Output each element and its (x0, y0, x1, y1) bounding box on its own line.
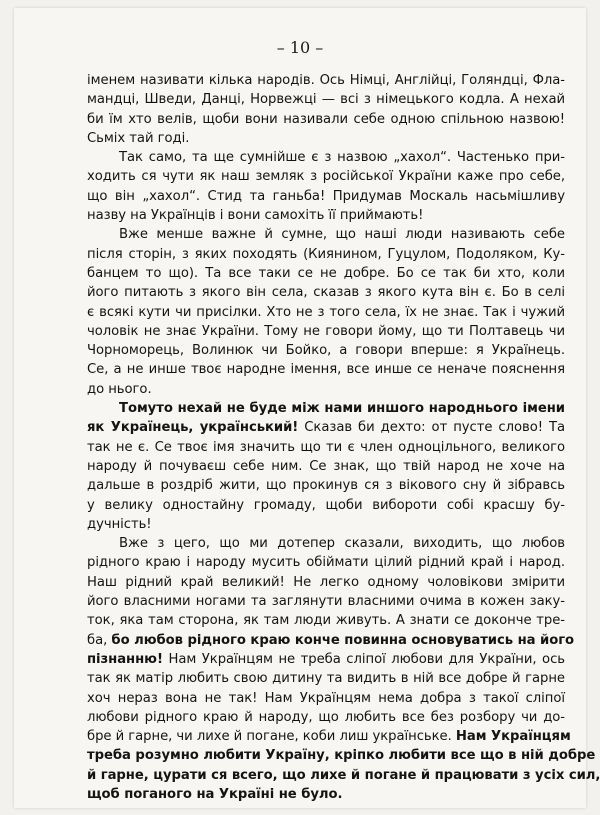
page-number: – 10 – (276, 38, 324, 57)
text-line-mixed: як Українець, український! Сказав би дехто: от пусте слово! Та (87, 420, 565, 436)
text-line: Вже менше важне й сумне, що наші люди називають себе (119, 227, 565, 243)
text-line: Вже з цего, що ми дотепер сказали, виходить, що любов (119, 536, 565, 552)
text-line: банцем то що). Та все таки се не добре. Бо се так би хто, коли (87, 265, 565, 281)
book-page (14, 8, 600, 808)
text-line-mixed: пізнанню! Нам Українцям не треба сліпої любови для України, ось (87, 651, 565, 667)
text-line: його питають з якого він села, сказав з якого кута він є. Бо в селі (87, 285, 565, 301)
text-line: що він „хахол“. Стид та ганьба! Придумав Москаль насьмішливу (87, 188, 565, 204)
text-line: є всякі кути чи присілки. Хто не з того села, їх не знає. Так і чужий (87, 304, 565, 320)
text-line: іменем називати кілька народів. Ось Німці, Англійці, Голяндці, Фла- (87, 73, 565, 88)
text-line: мандці, Шведи, Данці, Норвежці — всі з німецького кодла. А нехай (87, 92, 565, 108)
text-line: назву на Українців і вони самохіть її приймають! (87, 208, 424, 224)
text-line: народу й почуваєш себе ним. Се знак, що твій народ не хоче на (87, 458, 565, 474)
text-line-mixed: бре й гарне, чи лихе й погане, коби лиш українське. Нам Українцям (87, 729, 571, 745)
text-line: його власними ногами та заглянути власними очима в кожен заку- (87, 594, 565, 610)
text-line: так не є. Се твоє імя значить що ти є член одноцільного, великого (87, 439, 565, 455)
text-line: до нього. (87, 381, 152, 397)
text-line-bold: треба розумно любити Україну, кріпко любити все що в ній добре (87, 748, 596, 764)
text-line: Наш рідний край великий! Не легко одному чоловікови змірити (87, 574, 565, 590)
text-line: Чорноморець, Волинюк чи Бойко, а говори вперше: я Українець. (87, 343, 565, 359)
text-line-mixed: ба, бо любов рідного краю конче повинна основуватись на його (87, 632, 575, 648)
text-line: так як матір любить свою дитину та видить в ній все добре й гарне (87, 671, 565, 687)
text-line: би їм хто велів, щоби вони називали себе одною спільною назвою! (87, 111, 565, 127)
text-line: дальше в роздріб жити, що прокинув ся з вікового сну й зібравсь (87, 478, 565, 494)
text-line: після сторін, з яких походять (Киянином, Гуцулом, Подоляком, Ку- (87, 246, 565, 262)
text-line: Се, а не инше твоє народне імення, все инше се неначе пояснення (87, 362, 565, 378)
text-line-bold: Томуто нехай не буде між нами иншого народнього імени (119, 401, 565, 417)
text-line: дучність! (87, 516, 152, 532)
text-line: рідного краю і народу мусить обіймати цілий рідний край і нарoд. (87, 555, 565, 571)
text-line-bold: й гарне, цурати ся всего, що лихе й погане й працювати з усіх сил, (87, 767, 600, 783)
text-line: у велику одностайну громаду, щоби виборoти собі красшу бу- (87, 497, 565, 513)
text-line: ток, яка там сторона, як там люди живуть. А знати се доконче тре- (87, 613, 565, 629)
text-line: хоч нераз вона не так! Нам Українцям нема добра з такої сліпої (87, 690, 565, 706)
text-line: Сьміх тай годі. (87, 130, 190, 146)
body-text (87, 71, 600, 804)
text-line: Так само, та ще сумнійше є з назвою „хахол“. Частенько при- (119, 150, 565, 166)
text-line-bold: щоб поганого на Україні не було. (87, 786, 343, 802)
text-line: любови рідного краю й народу, що любить все без розбору чи до- (87, 709, 565, 725)
text-line: ходить ся чути як наш земляк з російської України каже про себе, (87, 169, 565, 185)
text-line: чоловік не знає України. Тому не говори йому, що ти Полтавець чи (87, 323, 565, 339)
